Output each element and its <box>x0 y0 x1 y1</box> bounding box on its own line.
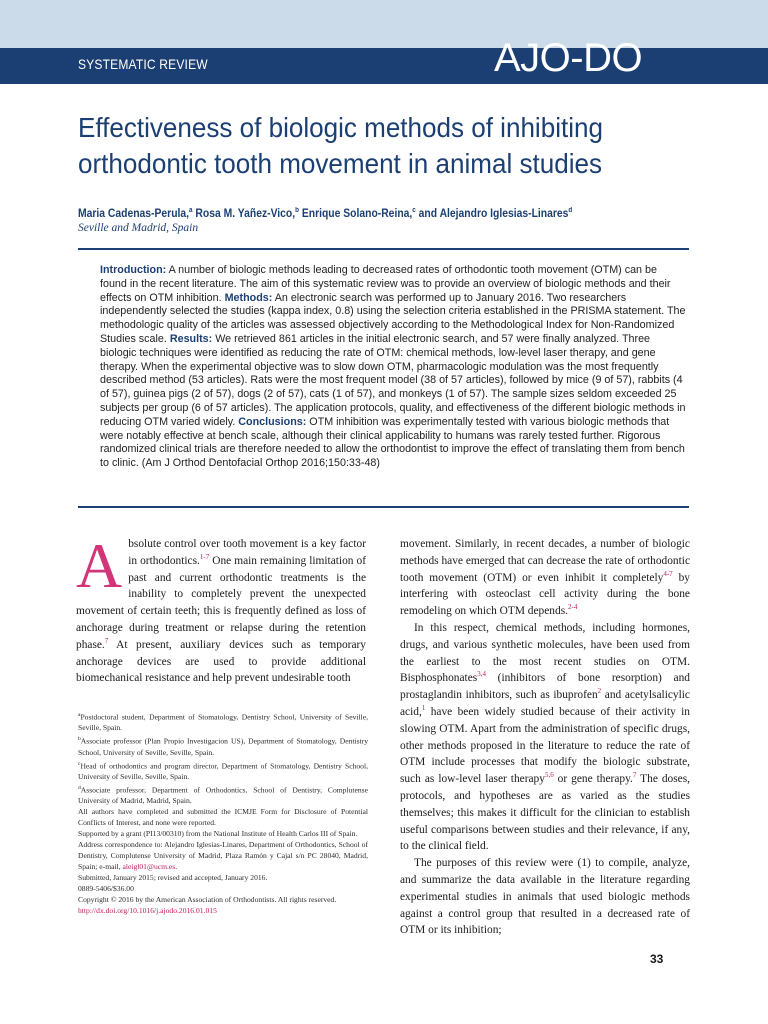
body-text: and acetylsalicylic acid, <box>400 689 690 718</box>
citation-link[interactable]: 3,4 <box>477 670 486 679</box>
issn: 0889-5406/$36.00 <box>78 883 134 893</box>
citation-link[interactable]: 7 <box>632 771 637 780</box>
body-text: At present, auxiliary devices such as temporary anchorage devices are used to provide additional biomechanical resistance and help prevent undesirable tooth <box>76 638 366 685</box>
abstract-methods: An electronic search was performed up to January 2016. Two researchers independently selected the studies (kappa index, 0.8) using the selection criteria established in the PRISMA statement. The methodologic quality of the articles was assessed objectively according to the Methodological Index for Non-Randomized Studies scale. <box>100 291 686 345</box>
abstract-bottom-rule <box>78 506 689 508</box>
doi-link[interactable]: http://dx.doi.org/10.1016/j.ajodo.2016.01.015 <box>78 905 217 915</box>
footnote-mark: a <box>78 712 81 718</box>
footnote-mark: c <box>78 760 81 767</box>
author-name: and Alejandro Iglesias-Linares <box>415 207 569 220</box>
author-name: Rosa M. Yañez-Vico, <box>192 207 296 220</box>
author-affiliation-mark: d <box>568 207 573 214</box>
citation-link[interactable]: 5,6 <box>544 771 554 780</box>
header-top-band <box>0 0 768 48</box>
body-text: The doses, protocols, and hypotheses are as varied as the studies themselves; this makes it difficult for the clinician to establish useful comparisons between studies and their relevance, if any, to the clinical field. <box>400 773 691 853</box>
correspondence-note <box>78 840 368 873</box>
citation-link[interactable]: 7 <box>104 636 109 645</box>
author-affiliation-mark: a <box>189 207 193 214</box>
body-right-column <box>400 536 690 939</box>
footnote-mark: d <box>78 785 81 792</box>
footnote <box>78 759 368 783</box>
body-paragraph <box>76 530 366 687</box>
section-label: SYSTEMATIC REVIEW <box>78 56 208 72</box>
author-location: Seville and Madrid, Spain <box>78 222 199 234</box>
body-text: (inhibitors of bone resorption) and prostaglandin inhibitors, such as ibuprofen <box>400 672 690 702</box>
author-affiliation-mark: b <box>295 207 299 214</box>
footnotes <box>78 710 368 916</box>
body-text: bsolute control over tooth movement is a key factor in orthodontics. <box>128 538 366 567</box>
body-paragraph <box>400 855 690 939</box>
footnote <box>78 710 368 734</box>
body-text: have been widely studied because of their activity in slowing OTM. Apart from the administration of specific drugs, other methods proposed in the literature to reduce the rate of OTM include processes that modify the biologic substrate, such as low-level laser therapy <box>400 705 690 786</box>
abstract-heading-conclusions: Conclusions: <box>238 415 307 428</box>
footnote-text: Head of orthodontics and program director, Department of Stomatology, Dentistry School, University of Seville, Seville, Spain. <box>78 761 368 782</box>
drop-cap: A <box>76 530 123 601</box>
disclosure-note: All authors have completed and submitted the ICMJE Form for Disclosure of Potential Conflicts of Interest, and none were reported. <box>78 807 368 828</box>
footnote <box>78 783 368 807</box>
submission-dates: Submitted, January 2015; revised and accepted, January 2016. <box>78 872 268 882</box>
body-text: or gene therapy. <box>553 773 633 786</box>
abstract-heading-results: Results: <box>169 332 213 345</box>
abstract-heading-introduction: Introduction: <box>100 264 167 276</box>
citation-link[interactable]: 2 <box>597 687 602 696</box>
article-title: Effectiveness of biologic methods of inhibiting orthodontic tooth movement in animal studies <box>78 112 603 179</box>
footnote-mark: b <box>78 736 81 743</box>
citation-link[interactable]: 1 <box>421 704 426 713</box>
footnote-text: Associate professor (Plan Propio Investigacion US), Department of Stomatology, Dentistry School, University of Seville, Seville, Spain. <box>78 736 368 757</box>
author-affiliation-mark: c <box>412 207 416 214</box>
author-name: Enrique Solano-Reina, <box>298 207 413 220</box>
abstract <box>100 264 686 471</box>
copyright-note: Copyright © 2016 by the American Association of Orthodontists. All rights reserved. <box>78 894 337 904</box>
footnote <box>78 734 368 758</box>
journal-logo: AJO-DO <box>494 36 643 80</box>
body-left-column <box>76 530 366 687</box>
body-text: by interfering with osteoclast cell activity during the bone remodeling on which OTM depends. <box>400 571 690 618</box>
abstract-results: We retrieved 861 articles in the initial electronic search, and 57 were finally analyzed. Three biologic techniques were identified as reducing the rate of OTM: chemical methods, low-level laser therapy, and gene therapy. When the experimental objective was to slow down OTM, pharmacologic modulation was the most frequently described method (53 articles). Rats were the most frequent model (38 of 57 articles), followed by mice (9 of 57), rabbits (4 of 57), guinea pigs (2 of 57), dogs (2 of 57), cats (1 of 57), and monkeys (1 of 57). The sample sizes seldom exceeded 25 subjects per group (6 of 57 articles). The application protocols, quality, and effectiveness of the different biologic methods in reducing OTM varied widely. <box>100 332 686 428</box>
abstract-conclusions: OTM inhibition was experimentally tested with various biologic methods that were notably effective at bench scale, although their clinical applicability to humans was rarely tested further. Rigorous randomized clinical trials are therefore needed to allow the orthodontist to improve the effect of translating them from bench to clinic. (Am J Orthod Dentofacial Orthop 2016;150:33-48) <box>100 415 685 470</box>
page-number: 33 <box>650 952 664 966</box>
citation-link[interactable]: 4-7 <box>663 569 673 578</box>
citation-link[interactable]: 1-7 <box>199 553 210 561</box>
body-text: The purposes of this review were (1) to compile, analyze, and summarize the data available in the literature regarding experimental studies in animals that used biologic methods against a control group that resulted in a decreased rate of OTM or its inhibition; <box>400 857 690 937</box>
footnote-text: Postdoctoral student, Department of Stomatology, Dentistry School, University of Seville, Seville, Spain. <box>78 712 368 733</box>
body-text: movement. Similarly, in recent decades, a number of biologic methods have emerged that can decrease the rate of orthodontic tooth movement (OTM) or even inhibit it completely <box>400 538 690 584</box>
body-paragraph <box>400 536 690 620</box>
footnote-text: . <box>175 861 178 871</box>
body-text: One main remaining limitation of past and current orthodontic treatments is the inability to completely prevent the unexpected movement of certain teeth; this is frequently defined as loss of anchorage during treatment or relapse during the retention phase. <box>76 554 366 651</box>
email-link[interactable]: aleigl01@ucm.es <box>122 861 176 871</box>
author-list <box>78 207 654 220</box>
abstract-introduction: A number of biologic methods leading to decreased rates of orthodontic tooth movement (OTM) can be found in the recent literature. The aim of this systematic review was to provide an overview of biologic methods and their effects on OTM inhibition. <box>100 264 671 304</box>
footnote-text: Associate professor, Department of Orthodontics, School of Dentistry, Complutense University of Madrid, Madrid, Spain. <box>78 785 368 806</box>
abstract-top-rule <box>78 248 689 250</box>
funding-note: Supported by a grant (PI13/00310) from the National Institute of Health Carlos III of Spain. <box>78 829 358 839</box>
body-text: In this respect, chemical methods, including hormones, drugs, and various synthetic molecules, have been used from the earliest to the most recent studies on OTM. Bisphosphonates <box>400 621 690 685</box>
abstract-heading-methods: Methods: <box>224 291 273 304</box>
citation-link[interactable]: 2-4 <box>567 603 578 612</box>
body-paragraph <box>400 620 690 855</box>
author-name: Maria Cadenas-Perula, <box>78 207 190 220</box>
footnote-text: Address correspondence to: Alejandro Iglesias-Linares, Department of Orthodontics, School of Dentistry, Complutense University of Madrid, Plaza Ramón y Cajal s/n PC 28040, Madrid, Spain; e-mail, <box>78 840 368 871</box>
